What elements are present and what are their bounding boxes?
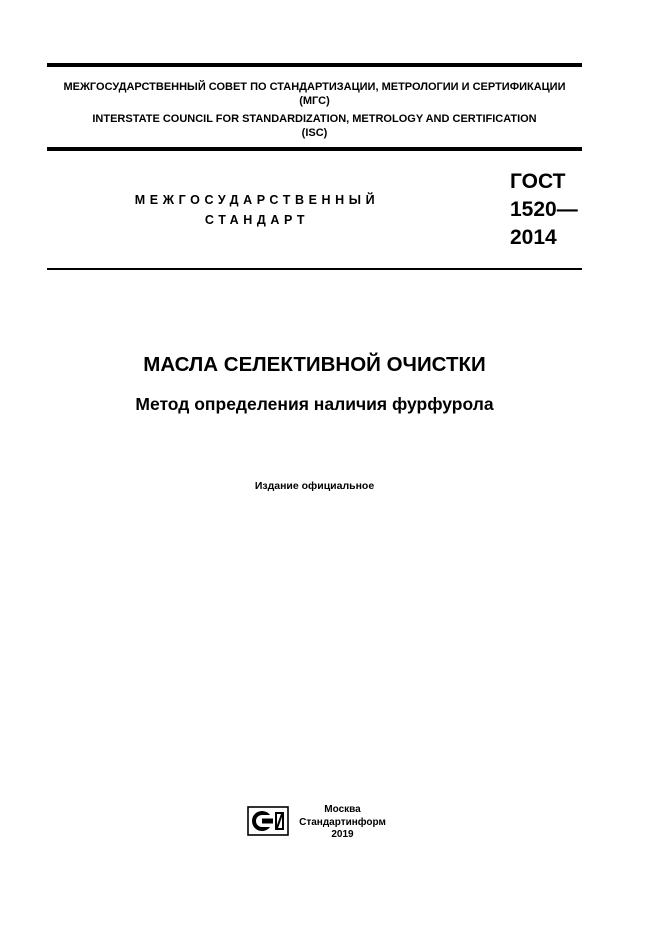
edition-note: Издание официальное: [254, 480, 375, 492]
publisher-year: 2019: [331, 829, 354, 840]
header-bottom-rule: [47, 147, 582, 151]
standartinform-logo-icon: [247, 806, 289, 836]
publisher-city: Москва: [324, 804, 361, 815]
publisher-block: [290, 804, 395, 842]
council-en-abbr: (ISC): [301, 127, 328, 139]
document-subtitle: Метод определения наличия фурфурола: [135, 394, 494, 414]
top-rule: [47, 63, 582, 67]
document-title: МАСЛА СЕЛЕКТИВНОЙ ОЧИСТКИ: [143, 353, 486, 376]
council-en-line: INTERSTATE COUNCIL FOR STANDARDIZATION, METROLOGY AND CERTIFICATION: [92, 113, 537, 125]
council-ru-abbr: (МГС): [299, 95, 330, 107]
designation-bottom-rule: [47, 268, 582, 270]
gost-year: 2014: [510, 226, 557, 249]
council-ru-line: МЕЖГОСУДАРСТВЕННЫЙ СОВЕТ ПО СТАНДАРТИЗАЦИИ, МЕТРОЛОГИИ И СЕРТИФИКАЦИИ: [63, 81, 566, 93]
gost-label: ГОСТ: [510, 170, 566, 193]
publisher-name: Стандартинформ: [299, 816, 386, 828]
gost-designation: [510, 168, 590, 252]
standard-kind-line2: СТАНДАРТ: [204, 213, 310, 227]
standard-kind-line1: МЕЖГОСУДАРСТВЕННЫЙ: [134, 193, 380, 207]
gost-number: 1520—: [510, 198, 578, 221]
